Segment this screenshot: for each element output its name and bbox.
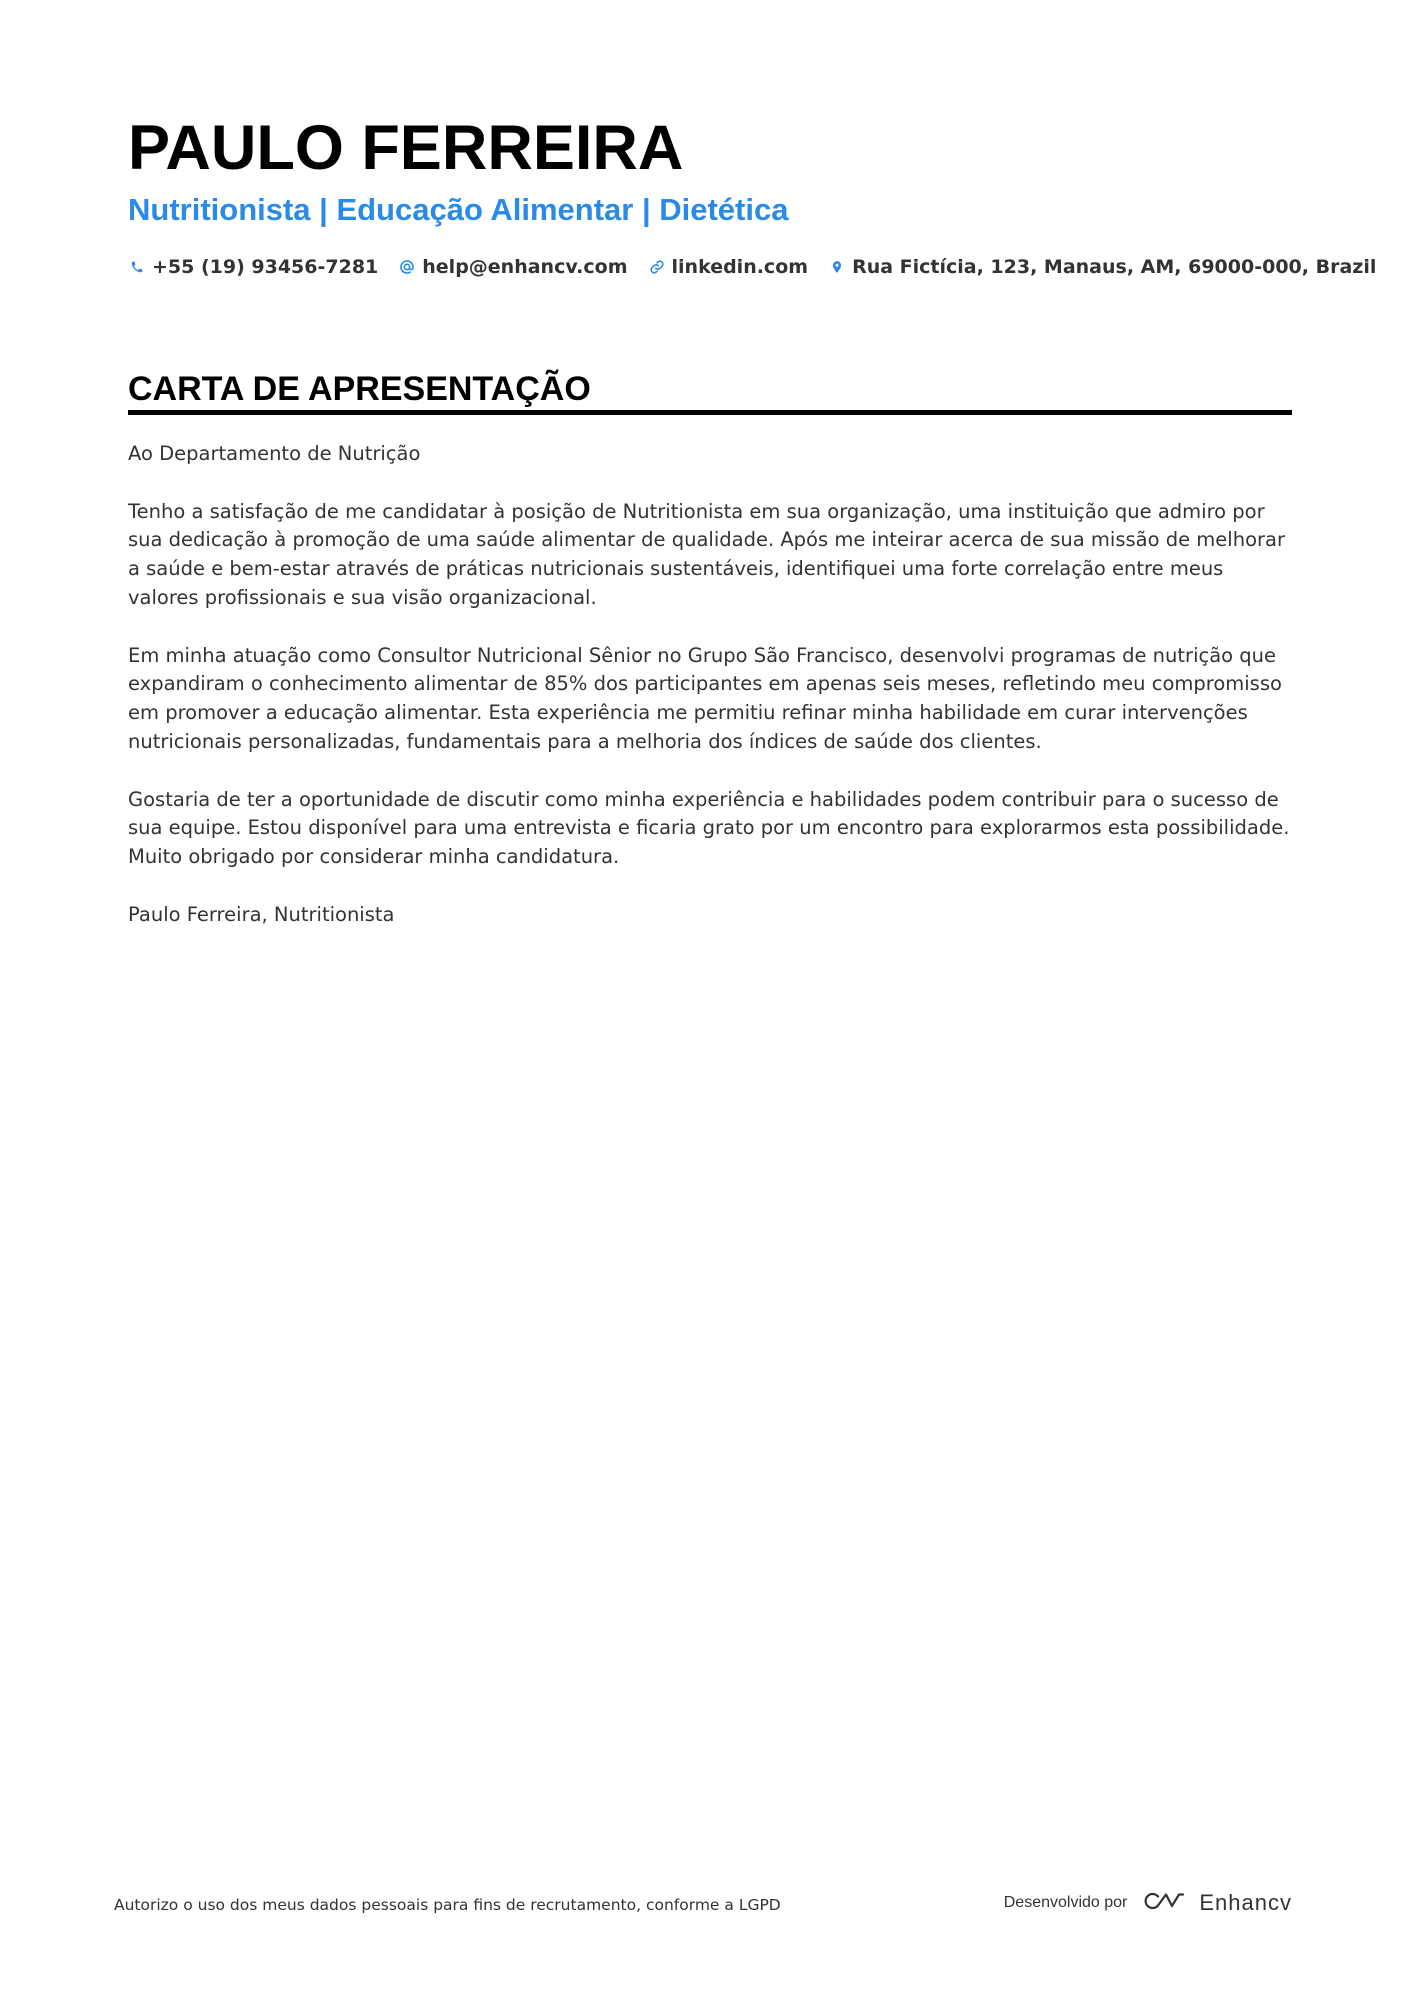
letter-body	[128, 440, 1292, 958]
letter-greeting: Ao Departamento de Nutrição	[128, 442, 421, 465]
candidate-name: PAULO FERREIRA	[128, 113, 684, 183]
powered-by	[1004, 1889, 1292, 1917]
contact-email[interactable]	[398, 253, 627, 281]
letter-paragraph-3: Gostaria de ter a oportunidade de discutir como minha experiência e habilidades podem contribuir para o sucesso de sua equipe. Estou disponível para uma entrevista e ficaria grato por um encontro para explorarmos esta possibilidade. Muito obrigado por considerar minha candidatura.	[128, 787, 1290, 869]
contact-phone-text: +55 (19) 93456-7281	[152, 256, 379, 278]
lgpd-consent-note: Autorizo o uso dos meus dados pessoais para fins de recrutamento, conforme a LGPD	[114, 1896, 781, 1914]
contact-address-text: Rua Fictícia, 123, Manaus, AM, 69000-000, Brazil	[852, 256, 1377, 278]
contact-email-text: help@enhancv.com	[422, 256, 628, 278]
enhancv-mark-icon	[1139, 1889, 1185, 1917]
enhancv-wordmark: Enhancv	[1199, 1890, 1292, 1915]
candidate-headline: Nutritionista | Educação Alimentar | Dietética	[128, 192, 789, 227]
contact-linkedin[interactable]	[648, 253, 809, 281]
letter-paragraph-2: Em minha atuação como Consultor Nutricional Sênior no Grupo São Francisco, desenvolvi programas de nutrição que expandiram o conhecimento alimentar de 85% dos participantes em apenas seis meses, refletindo meu compromisso em promover a educação alimentar. Esta experiência me permitiu refinar minha habilidade em curar intervenções nutricionais personalizadas, fundamentais para a melhoria dos índices de saúde dos clientes.	[128, 643, 1282, 753]
powered-by-label: Desenvolvido por	[1003, 1894, 1128, 1911]
contact-linkedin-text: linkedin.com	[671, 256, 809, 278]
contact-phone	[128, 253, 378, 281]
section-title: CARTA DE APRESENTAÇÃO	[128, 370, 591, 408]
phone-icon	[128, 258, 146, 276]
enhancv-logo[interactable]	[1139, 1889, 1292, 1917]
contact-address	[828, 253, 1376, 281]
link-icon	[648, 258, 666, 276]
at-icon	[398, 258, 416, 276]
section-divider	[128, 410, 1292, 415]
location-pin-icon	[828, 258, 846, 276]
letter-paragraph-1: Tenho a satisfação de me candidatar à posição de Nutritionista em sua organização, uma instituição que admiro por sua dedicação à promoção de uma saúde alimentar de qualidade. Após me inteirar acerca de sua missão de melhorar a saúde e bem-estar através de práticas nutricionais sustentáveis, identifiquei uma forte correlação entre meus valores profissionais e sua visão organizacional.	[128, 499, 1285, 609]
letter-signature: Paulo Ferreira, Nutritionista	[128, 902, 395, 926]
contact-bar	[128, 253, 1376, 281]
